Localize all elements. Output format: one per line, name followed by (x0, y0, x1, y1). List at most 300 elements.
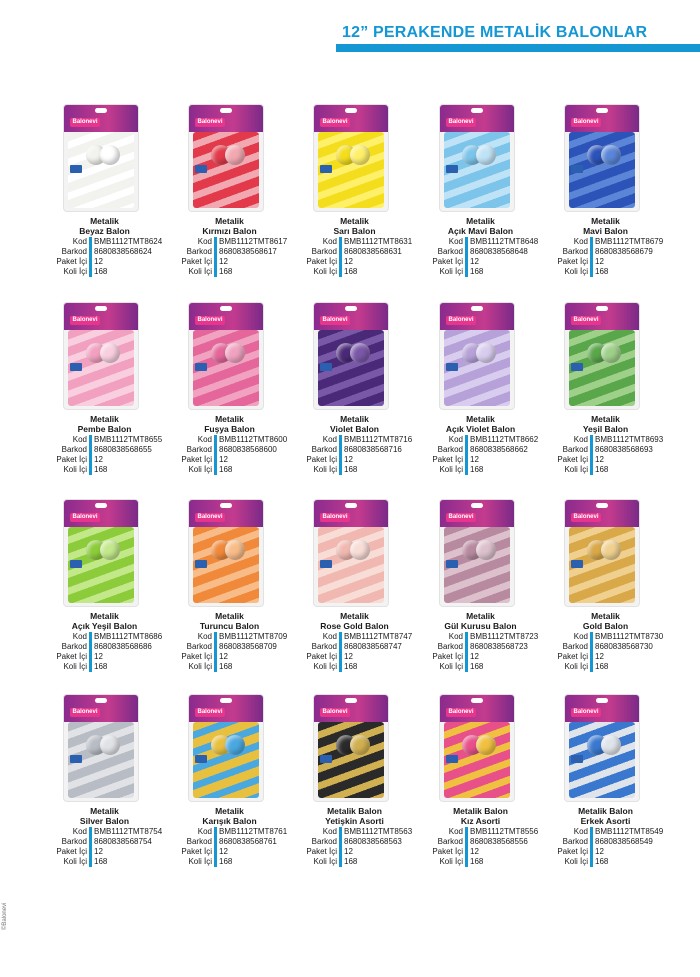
spec-row-barkod (418, 837, 543, 847)
pack-header (189, 500, 263, 527)
size-badge (320, 755, 332, 763)
spec-label-barkod: Barkod (311, 837, 337, 846)
balloon-icon (100, 735, 120, 755)
spec-label-kod: Kod (448, 632, 463, 641)
spec-label-paket: Paket İçi (56, 847, 87, 856)
spec-label-koli: Koli İçi (439, 857, 463, 866)
page-title: 12” PERAKENDE METALİK BALONLAR (342, 24, 648, 41)
product-card (42, 105, 167, 295)
product-name-line1: Metalik Balon (327, 806, 382, 816)
balloon-icon (100, 343, 120, 363)
spec-value-kod: BMB1112TMT8761 (219, 827, 288, 836)
size-badge (320, 165, 332, 173)
balloon-icon (225, 735, 245, 755)
product-image (440, 303, 514, 409)
product-image (565, 695, 639, 801)
product-image (314, 105, 388, 211)
hang-hole (220, 306, 232, 311)
spec-label-koli: Koli İçi (63, 267, 87, 276)
spec-row-kod (42, 827, 167, 837)
product-name-line1: Metalik Balon (453, 806, 508, 816)
size-badge (195, 363, 207, 371)
hang-hole (471, 503, 483, 508)
spec-label-barkod: Barkod (186, 445, 212, 454)
pack-header (440, 500, 514, 527)
spec-row-koli (42, 267, 167, 277)
spec-row-kod (167, 827, 292, 837)
product-name-line1: Metalik (215, 216, 244, 226)
spec-row-barkod (42, 837, 167, 847)
product-name-line2: Turuncu Balon (199, 621, 260, 631)
spec-label-paket: Paket İçi (557, 455, 588, 464)
product-image (64, 105, 138, 211)
balloon-icon (350, 343, 370, 363)
spec-value-barkod: 8680838568662 (470, 445, 528, 454)
spec-label-kod: Kod (197, 237, 212, 246)
pack-header (64, 500, 138, 527)
balloon-icon (225, 540, 245, 560)
pack-header (440, 303, 514, 330)
product-name-line2: Kız Asorti (460, 816, 501, 826)
spec-value-barkod: 8680838568723 (470, 642, 528, 651)
size-badge (320, 560, 332, 568)
spec-value-paket: 12 (344, 652, 353, 661)
balloon-icon (476, 540, 496, 560)
product-name-line2: Yetişkin Asorti (325, 816, 384, 826)
spec-row-koli (167, 857, 292, 867)
spec-value-paket: 12 (470, 455, 479, 464)
size-badge (571, 165, 583, 173)
balloon-icon (476, 145, 496, 165)
spec-label-koli: Koli İçi (313, 267, 337, 276)
product-card (418, 500, 543, 690)
spec-value-kod: BMB1112TMT8617 (219, 237, 288, 246)
pack-header (565, 500, 639, 527)
spec-row-kod (167, 237, 292, 247)
spec-row-kod (543, 435, 668, 445)
spec-row-paket (42, 652, 167, 662)
spec-label-paket: Paket İçi (181, 652, 212, 661)
spec-value-paket: 12 (94, 257, 103, 266)
product-name-line2: Karışık Balon (202, 816, 257, 826)
spec-value-barkod: 8680838568730 (595, 642, 653, 651)
spec-value-koli: 168 (595, 267, 609, 276)
spec-label-barkod: Barkod (437, 247, 463, 256)
size-badge (70, 165, 82, 173)
product-card (543, 500, 668, 690)
spec-label-paket: Paket İçi (557, 257, 588, 266)
spec-row-barkod (543, 642, 668, 652)
spec-row-koli (167, 465, 292, 475)
spec-label-barkod: Barkod (186, 247, 212, 256)
product-card (292, 105, 417, 295)
spec-row-paket (543, 455, 668, 465)
size-badge (70, 560, 82, 568)
hang-hole (95, 108, 107, 113)
spec-label-barkod: Barkod (186, 642, 212, 651)
balloon-icon (601, 540, 621, 560)
product-name-line1: Metalik (466, 216, 495, 226)
hang-hole (596, 108, 608, 113)
spec-row-kod (543, 827, 668, 837)
hang-hole (95, 503, 107, 508)
spec-row-kod (42, 435, 167, 445)
spec-row-barkod (292, 837, 417, 847)
product-name-line2: Sarı Balon (333, 226, 376, 236)
spec-label-barkod: Barkod (437, 445, 463, 454)
brand-logo: Balonevi (70, 513, 100, 522)
product-name-line2: Pembe Balon (77, 424, 132, 434)
spec-value-kod: BMB1112TMT8600 (219, 435, 288, 444)
spec-label-barkod: Barkod (562, 837, 588, 846)
product-name-line1: Metalik (90, 611, 119, 621)
spec-row-kod (418, 827, 543, 837)
spec-row-barkod (292, 445, 417, 455)
spec-value-kod: BMB1112TMT8631 (344, 237, 413, 246)
product-name-line2: Açık Violet Balon (445, 424, 516, 434)
product-name-line1: Metalik (90, 414, 119, 424)
spec-label-kod: Kod (573, 632, 588, 641)
spec-label-koli: Koli İçi (564, 267, 588, 276)
spec-value-paket: 12 (219, 652, 228, 661)
spec-label-paket: Paket İçi (306, 257, 337, 266)
product-image (565, 105, 639, 211)
spec-label-barkod: Barkod (437, 837, 463, 846)
product-image (64, 695, 138, 801)
spec-row-koli (42, 857, 167, 867)
product-name-line2: Silver Balon (79, 816, 130, 826)
spec-value-paket: 12 (470, 257, 479, 266)
spec-value-koli: 168 (344, 662, 358, 671)
brand-logo: Balonevi (195, 316, 225, 325)
spec-value-barkod: 8680838568624 (94, 247, 152, 256)
spec-label-barkod: Barkod (562, 445, 588, 454)
spec-row-koli (418, 662, 543, 672)
spec-value-paket: 12 (94, 652, 103, 661)
size-badge (70, 363, 82, 371)
spec-row-barkod (167, 445, 292, 455)
spec-row-koli (292, 465, 417, 475)
spec-label-koli: Koli İçi (63, 465, 87, 474)
spec-value-barkod: 8680838568655 (94, 445, 152, 454)
spec-row-kod (418, 632, 543, 642)
hang-hole (345, 698, 357, 703)
product-card (167, 303, 292, 493)
pack-header (314, 500, 388, 527)
spec-row-kod (292, 632, 417, 642)
spec-label-kod: Kod (322, 237, 337, 246)
product-card (292, 500, 417, 690)
pack-header (565, 695, 639, 722)
spec-value-koli: 168 (344, 465, 358, 474)
spec-row-koli (418, 465, 543, 475)
spec-row-kod (418, 237, 543, 247)
product-card (543, 695, 668, 885)
product-image (64, 500, 138, 606)
spec-label-barkod: Barkod (311, 247, 337, 256)
spec-row-koli (418, 267, 543, 277)
spec-label-paket: Paket İçi (306, 652, 337, 661)
balloon-icon (350, 540, 370, 560)
spec-row-paket (292, 652, 417, 662)
brand-logo: Balonevi (446, 316, 476, 325)
spec-value-kod: BMB1112TMT8730 (595, 632, 664, 641)
spec-row-paket (42, 257, 167, 267)
spec-row-paket (167, 455, 292, 465)
balloon-icon (601, 343, 621, 363)
product-name-line1: Metalik (215, 806, 244, 816)
spec-row-barkod (167, 837, 292, 847)
brand-logo: Balonevi (320, 316, 350, 325)
spec-value-koli: 168 (470, 465, 484, 474)
spec-row-paket (418, 257, 543, 267)
spec-row-paket (42, 847, 167, 857)
size-badge (195, 560, 207, 568)
hang-hole (596, 698, 608, 703)
product-card (292, 695, 417, 885)
spec-row-kod (292, 435, 417, 445)
spec-row-koli (167, 662, 292, 672)
spec-label-kod: Kod (573, 237, 588, 246)
product-name-line1: Metalik (340, 611, 369, 621)
product-name-line1: Metalik (215, 611, 244, 621)
spec-value-kod: BMB1112TMT8754 (94, 827, 163, 836)
spec-row-kod (167, 632, 292, 642)
product-image (314, 303, 388, 409)
product-name-line1: Metalik (90, 806, 119, 816)
brand-logo: Balonevi (70, 118, 100, 127)
spec-value-paket: 12 (595, 847, 604, 856)
hang-hole (596, 503, 608, 508)
spec-value-koli: 168 (595, 857, 609, 866)
balloon-icon (225, 343, 245, 363)
hang-hole (471, 306, 483, 311)
size-badge (571, 363, 583, 371)
spec-value-kod: BMB1112TMT8549 (595, 827, 664, 836)
product-name-line1: Metalik (466, 414, 495, 424)
spec-row-kod (543, 632, 668, 642)
spec-label-kod: Kod (72, 237, 87, 246)
product-image (565, 500, 639, 606)
product-card (543, 303, 668, 493)
product-name-line1: Metalik (215, 414, 244, 424)
spec-label-paket: Paket İçi (432, 455, 463, 464)
spec-value-koli: 168 (94, 662, 108, 671)
spec-row-koli (167, 267, 292, 277)
spec-row-koli (42, 465, 167, 475)
spec-value-koli: 168 (219, 465, 233, 474)
product-card (42, 500, 167, 690)
spec-label-kod: Kod (197, 632, 212, 641)
spec-value-paket: 12 (344, 455, 353, 464)
spec-value-kod: BMB1112TMT8716 (344, 435, 413, 444)
size-badge (571, 560, 583, 568)
spec-value-kod: BMB1112TMT8709 (219, 632, 288, 641)
spec-label-koli: Koli İçi (564, 857, 588, 866)
spec-value-barkod: 8680838568686 (94, 642, 152, 651)
brand-logo: Balonevi (320, 708, 350, 717)
spec-label-koli: Koli İçi (313, 465, 337, 474)
product-card (42, 303, 167, 493)
product-name-line2: Beyaz Balon (79, 226, 130, 236)
spec-label-paket: Paket İçi (432, 652, 463, 661)
hang-hole (596, 306, 608, 311)
spec-value-koli: 168 (344, 267, 358, 276)
pack-header (565, 105, 639, 132)
spec-label-paket: Paket İçi (56, 652, 87, 661)
product-name-line1: Metalik (340, 216, 369, 226)
spec-label-paket: Paket İçi (557, 652, 588, 661)
product-name-line1: Metalik (591, 216, 620, 226)
spec-row-barkod (543, 445, 668, 455)
spec-value-koli: 168 (470, 662, 484, 671)
spec-value-barkod: 8680838568693 (595, 445, 653, 454)
spec-value-koli: 168 (94, 857, 108, 866)
spec-row-paket (292, 847, 417, 857)
spec-row-paket (167, 652, 292, 662)
product-image (189, 695, 263, 801)
hang-hole (471, 108, 483, 113)
brand-logo: Balonevi (446, 118, 476, 127)
product-name-line2: Gül Kurusu Balon (444, 621, 517, 631)
spec-label-koli: Koli İçi (439, 267, 463, 276)
product-name-line2: Erkek Asorti (580, 816, 631, 826)
spec-value-barkod: 8680838568549 (595, 837, 653, 846)
size-badge (195, 165, 207, 173)
spec-label-koli: Koli İçi (564, 465, 588, 474)
pack-header (64, 105, 138, 132)
brand-logo: Balonevi (571, 708, 601, 717)
spec-value-barkod: 8680838568716 (344, 445, 402, 454)
brand-logo: Balonevi (195, 513, 225, 522)
spec-label-koli: Koli İçi (188, 465, 212, 474)
spec-label-paket: Paket İçi (181, 257, 212, 266)
spec-label-kod: Kod (448, 237, 463, 246)
hang-hole (345, 503, 357, 508)
spec-row-barkod (167, 642, 292, 652)
product-name-line2: Fuşya Balon (204, 424, 255, 434)
hang-hole (220, 503, 232, 508)
product-name-line2: Kırmızı Balon (202, 226, 257, 236)
spec-label-barkod: Barkod (61, 247, 87, 256)
spec-value-kod: BMB1112TMT8556 (470, 827, 539, 836)
spec-value-barkod: 8680838568648 (470, 247, 528, 256)
product-card (418, 695, 543, 885)
spec-label-koli: Koli İçi (63, 662, 87, 671)
product-name-line2: Rose Gold Balon (320, 621, 389, 631)
spec-label-koli: Koli İçi (313, 857, 337, 866)
spec-row-barkod (42, 445, 167, 455)
brand-logo: Balonevi (446, 708, 476, 717)
size-badge (446, 560, 458, 568)
size-badge (446, 755, 458, 763)
spec-value-kod: BMB1112TMT8686 (94, 632, 163, 641)
brand-logo: Balonevi (70, 316, 100, 325)
size-badge (195, 755, 207, 763)
brand-logo: Balonevi (320, 513, 350, 522)
pack-header (314, 695, 388, 722)
spec-row-koli (543, 857, 668, 867)
pack-header (314, 105, 388, 132)
spec-value-paket: 12 (470, 847, 479, 856)
spec-value-paket: 12 (219, 455, 228, 464)
brand-logo: Balonevi (571, 118, 601, 127)
spec-value-kod: BMB1112TMT8747 (344, 632, 413, 641)
spec-label-kod: Kod (72, 827, 87, 836)
balloon-icon (601, 145, 621, 165)
spec-label-kod: Kod (448, 435, 463, 444)
spec-value-koli: 168 (470, 267, 484, 276)
spec-value-barkod: 8680838568600 (219, 445, 277, 454)
spec-row-paket (167, 257, 292, 267)
product-name-line1: Metalik Balon (578, 806, 633, 816)
spec-label-barkod: Barkod (61, 837, 87, 846)
spec-value-paket: 12 (595, 455, 604, 464)
balloon-icon (225, 145, 245, 165)
spec-value-kod: BMB1112TMT8662 (470, 435, 539, 444)
spec-value-paket: 12 (94, 847, 103, 856)
hang-hole (471, 698, 483, 703)
hang-hole (95, 698, 107, 703)
spec-label-barkod: Barkod (437, 642, 463, 651)
spec-row-paket (292, 455, 417, 465)
balloon-icon (476, 343, 496, 363)
spec-value-koli: 168 (94, 465, 108, 474)
spec-label-barkod: Barkod (186, 837, 212, 846)
product-name-line1: Metalik (90, 216, 119, 226)
balloon-icon (100, 540, 120, 560)
hang-hole (220, 698, 232, 703)
spec-value-kod: BMB1112TMT8655 (94, 435, 163, 444)
spec-value-paket: 12 (94, 455, 103, 464)
brand-logo: Balonevi (320, 118, 350, 127)
balloon-icon (601, 735, 621, 755)
brand-logo: Balonevi (446, 513, 476, 522)
spec-row-paket (418, 455, 543, 465)
spec-value-kod: BMB1112TMT8723 (470, 632, 539, 641)
spec-label-paket: Paket İçi (181, 455, 212, 464)
spec-value-koli: 168 (344, 857, 358, 866)
product-image (314, 500, 388, 606)
hang-hole (345, 306, 357, 311)
spec-row-barkod (42, 642, 167, 652)
brand-logo: Balonevi (571, 316, 601, 325)
spec-row-paket (418, 652, 543, 662)
spec-label-kod: Kod (448, 827, 463, 836)
product-image (314, 695, 388, 801)
spec-value-koli: 168 (595, 662, 609, 671)
spec-value-paket: 12 (595, 652, 604, 661)
spec-row-paket (418, 847, 543, 857)
spec-label-paket: Paket İçi (432, 847, 463, 856)
brand-logo: Balonevi (195, 118, 225, 127)
product-name-line1: Metalik (466, 611, 495, 621)
spec-row-barkod (543, 837, 668, 847)
spec-value-kod: BMB1112TMT8563 (344, 827, 413, 836)
hang-hole (345, 108, 357, 113)
size-badge (571, 755, 583, 763)
product-image (189, 303, 263, 409)
spec-label-kod: Kod (322, 827, 337, 836)
spec-label-paket: Paket İçi (432, 257, 463, 266)
spec-row-kod (418, 435, 543, 445)
spec-label-paket: Paket İçi (557, 847, 588, 856)
spec-value-kod: BMB1112TMT8648 (470, 237, 539, 246)
spec-row-paket (543, 257, 668, 267)
spec-value-barkod: 8680838568754 (94, 837, 152, 846)
spec-value-paket: 12 (470, 652, 479, 661)
spec-row-koli (418, 857, 543, 867)
